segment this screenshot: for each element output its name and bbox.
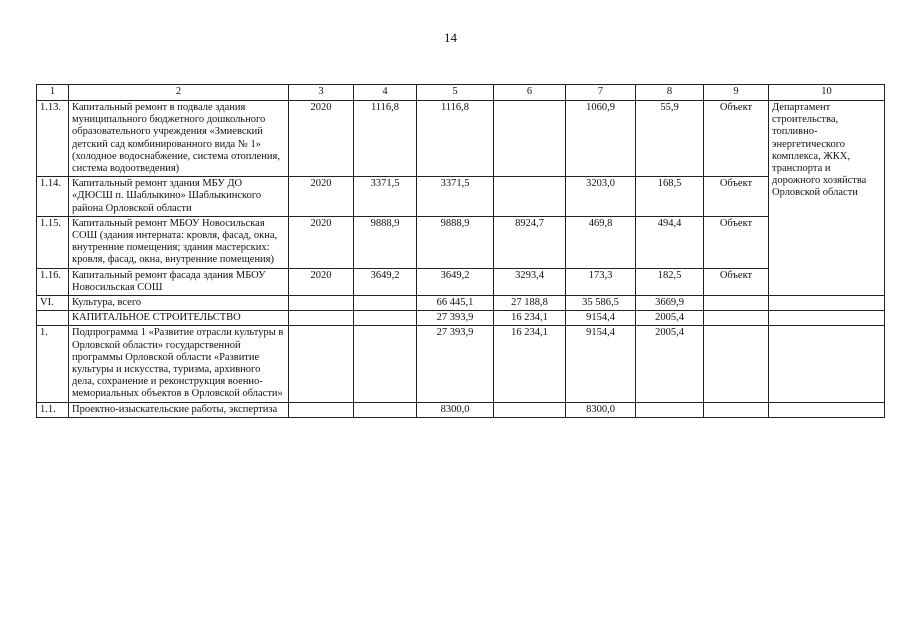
row-col8: 168,5 bbox=[636, 177, 704, 217]
row-col8: 182,5 bbox=[636, 268, 704, 295]
column-header: 8 bbox=[636, 85, 704, 101]
budget-table bbox=[36, 84, 885, 418]
page-number: 14 bbox=[444, 30, 457, 45]
row-col5: 27 393,9 bbox=[417, 311, 494, 326]
row-name: КАПИТАЛЬНОЕ СТРОИТЕЛЬСТВО bbox=[69, 311, 289, 326]
table-row bbox=[37, 311, 885, 326]
table-row bbox=[37, 326, 885, 402]
row-col9: Объект bbox=[704, 101, 769, 177]
row-col9: Объект bbox=[704, 268, 769, 295]
row-col4: 3371,5 bbox=[354, 177, 417, 217]
row-col8: 2005,4 bbox=[636, 326, 704, 402]
column-header: 1 bbox=[37, 85, 69, 101]
column-header: 6 bbox=[494, 85, 566, 101]
row-col6: 16 234,1 bbox=[494, 326, 566, 402]
row-year bbox=[289, 402, 354, 417]
row-name: Подпрограмма 1 «Развитие отрасли культуры в Орловской области» государственной программы Орловской области «Развитие культуры и искусства, туризма, архивного дела, сохранение и реконструкция военно-мемориальных объектов в Орловской области» bbox=[69, 326, 289, 402]
row-col7: 9154,4 bbox=[566, 311, 636, 326]
row-col4 bbox=[354, 296, 417, 311]
row-col5: 3371,5 bbox=[417, 177, 494, 217]
table-row bbox=[37, 101, 885, 177]
row-year: 2020 bbox=[289, 268, 354, 295]
column-header: 5 bbox=[417, 85, 494, 101]
row-col5: 27 393,9 bbox=[417, 326, 494, 402]
row-col8: 55,9 bbox=[636, 101, 704, 177]
row-col4: 1116,8 bbox=[354, 101, 417, 177]
row-number: 1.15. bbox=[37, 216, 69, 268]
row-col6 bbox=[494, 101, 566, 177]
row-col7: 35 586,5 bbox=[566, 296, 636, 311]
row-col5: 9888,9 bbox=[417, 216, 494, 268]
row-col5: 1116,8 bbox=[417, 101, 494, 177]
row-number: 1. bbox=[37, 326, 69, 402]
column-header: 9 bbox=[704, 85, 769, 101]
row-col7: 8300,0 bbox=[566, 402, 636, 417]
table-row bbox=[37, 402, 885, 417]
row-col9: Объект bbox=[704, 177, 769, 217]
row-number: VI. bbox=[37, 296, 69, 311]
row-col5: 3649,2 bbox=[417, 268, 494, 295]
row-col7: 3203,0 bbox=[566, 177, 636, 217]
row-year: 2020 bbox=[289, 101, 354, 177]
row-col6 bbox=[494, 402, 566, 417]
row-col4 bbox=[354, 402, 417, 417]
row-col9 bbox=[704, 311, 769, 326]
row-col4: 9888,9 bbox=[354, 216, 417, 268]
row-name: Проектно-изыскательские работы, экспертиза bbox=[69, 402, 289, 417]
row-number: 1.14. bbox=[37, 177, 69, 217]
row-col5: 8300,0 bbox=[417, 402, 494, 417]
column-header: 7 bbox=[566, 85, 636, 101]
row-number: 1.13. bbox=[37, 101, 69, 177]
row-col7: 173,3 bbox=[566, 268, 636, 295]
table-header-row bbox=[37, 85, 885, 101]
row-col9 bbox=[704, 296, 769, 311]
row-col9 bbox=[704, 402, 769, 417]
row-col8 bbox=[636, 402, 704, 417]
table-row bbox=[37, 216, 885, 268]
row-col6 bbox=[494, 177, 566, 217]
column-header: 10 bbox=[769, 85, 885, 101]
row-col7: 469,8 bbox=[566, 216, 636, 268]
row-year: 2020 bbox=[289, 216, 354, 268]
row-year: 2020 bbox=[289, 177, 354, 217]
row-col7: 1060,9 bbox=[566, 101, 636, 177]
row-col9: Объект bbox=[704, 216, 769, 268]
row-col4 bbox=[354, 311, 417, 326]
row-name: Капитальный ремонт МБОУ Новосильская СОШ (здания интерната: кровля, фасад, окна, внутренние помещения; здания мастерских: кровля, фасад, окна, внутренние помещения) bbox=[69, 216, 289, 268]
column-header: 3 bbox=[289, 85, 354, 101]
row-col6: 3293,4 bbox=[494, 268, 566, 295]
row-number bbox=[37, 311, 69, 326]
row-col6: 27 188,8 bbox=[494, 296, 566, 311]
row-col4 bbox=[354, 326, 417, 402]
row-col8: 2005,4 bbox=[636, 311, 704, 326]
column-header: 4 bbox=[354, 85, 417, 101]
row-year bbox=[289, 311, 354, 326]
row-name: Капитальный ремонт здания МБУ ДО «ДЮСШ п. Шаблыкино» Шаблыкинского района Орловской области bbox=[69, 177, 289, 217]
row-col6: 8924,7 bbox=[494, 216, 566, 268]
row-col10 bbox=[769, 311, 885, 326]
row-name: Капитальный ремонт фасада здания МБОУ Новосильская СОШ bbox=[69, 268, 289, 295]
row-year bbox=[289, 296, 354, 311]
row-col4: 3649,2 bbox=[354, 268, 417, 295]
table-row bbox=[37, 268, 885, 295]
row-col6: 16 234,1 bbox=[494, 311, 566, 326]
table-row bbox=[37, 177, 885, 217]
row-name: Капитальный ремонт в подвале здания муниципального бюджетного дошкольного образовательного учреждения «Змиевский детский сад комбинированного вида № 1» (холодное водоснабжение, система отопления, система водоотведения) bbox=[69, 101, 289, 177]
row-year bbox=[289, 326, 354, 402]
row-number: 1.16. bbox=[37, 268, 69, 295]
row-col10 bbox=[769, 326, 885, 402]
column-header: 2 bbox=[69, 85, 289, 101]
row-col8: 494,4 bbox=[636, 216, 704, 268]
row-col7: 9154,4 bbox=[566, 326, 636, 402]
row-col8: 3669,9 bbox=[636, 296, 704, 311]
row-number: 1.1. bbox=[37, 402, 69, 417]
row-col10 bbox=[769, 402, 885, 417]
row-col5: 66 445,1 bbox=[417, 296, 494, 311]
row-col10 bbox=[769, 296, 885, 311]
table-row bbox=[37, 296, 885, 311]
row-col9 bbox=[704, 326, 769, 402]
responsible-department: Департамент строительства, топливно-энергетического комплекса, ЖКХ, транспорта и дорожного хозяйства Орловской области bbox=[769, 101, 885, 296]
row-name: Культура, всего bbox=[69, 296, 289, 311]
